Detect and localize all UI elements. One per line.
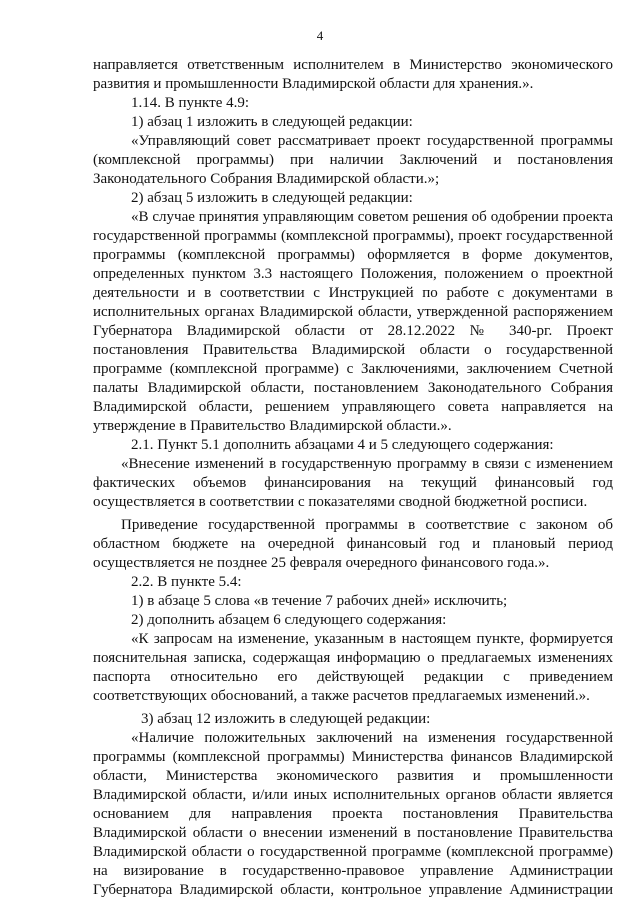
item-heading-1-14: 1.14. В пункте 4.9: xyxy=(131,95,250,111)
subitem-1: 1) в абзаце 5 слова «в течение 7 рабочих дней» исключить; xyxy=(131,593,508,609)
item-heading-2-1: 2.1. Пункт 5.1 дополнить абзацами 4 и 5 следующего содержания: xyxy=(131,437,554,453)
subitem-2: 2) дополнить абзацем 6 следующего содержания: xyxy=(131,612,447,628)
quoted-paragraph: «В случае принятия управляющим советом решения об одобрении проекта государственной программы (комплексной программы), проект государственной программы (комплексной программы) оформляется в форме документов, определенных пунктом 3.3 настоящего Положения, положением о проектной деятельности и в соответствии с Инструкцией по работе с документами в исполнительных органах Владимирской области, утвержденной распоряжением Губернатора Владимирской области от 28.12.2022 № 340-рг. Проект постановления Правительства Владимирской области о государственной программе (комплексной программе) с Заключениями, заключением Счетной палаты Владимирской области, постановлением Законодательного Собрания Владимирской области, решением управляющего совета направляется на утверждение в Правительство Владимирской области.». xyxy=(93,209,613,434)
paragraph: Приведение государственной программы в соответствие с законом об областном бюджете на очередной финансовый год и плановый период осуществляется не позднее 25 февраля очередного финансового года.». xyxy=(93,517,613,571)
quoted-paragraph: «Внесение изменений в государственную программу в связи с изменением фактических объемов финансирования на текущий финансовый год осуществляется в соответствии с показателями сводной бюджетной росписи. xyxy=(93,456,613,510)
page-number: 4 xyxy=(316,28,324,43)
item-heading-2-2: 2.2. В пункте 5.4: xyxy=(131,574,242,590)
quoted-paragraph: «К запросам на изменение, указанным в настоящем пункте, формируется пояснительная записка, содержащая информацию о предлагаемых изменениях паспорта относительно его действующей редакции с приведением соответствующих обоснований, а также расчетов предлагаемых изменений.». xyxy=(93,631,613,704)
document-body xyxy=(93,56,613,900)
subitem-3: 3) абзац 12 изложить в следующей редакции: xyxy=(141,711,431,727)
quoted-paragraph: «Наличие положительных заключений на изменения государственной программы (комплексной программы) Министерства финансов Владимирской области, Министерства экономического развития и промышленности Владимирской области, и/или иных исполнительных органов области является основанием для направления проекта постановления Правительства Владимирской области о внесении изменений в постановление Правительства Владимирской области о государственной программе (комплексной программе) на визирование в государственно-правовое управление Администрации Губернатора Владимирской области, контрольное управление Администрации xyxy=(93,730,613,898)
paragraph-continuation: направляется ответственным исполнителем в Министерство экономического развития и промышленности Владимирской области для хранения.». xyxy=(93,57,613,92)
subitem-1: 1) абзац 1 изложить в следующей редакции: xyxy=(131,114,413,130)
subitem-2: 2) абзац 5 изложить в следующей редакции: xyxy=(131,190,413,206)
quoted-paragraph: «Управляющий совет рассматривает проект государственной программы (комплексной программы) при наличии Заключений и постановления Законодательного Собрания Владимирской области.»; xyxy=(93,133,613,187)
